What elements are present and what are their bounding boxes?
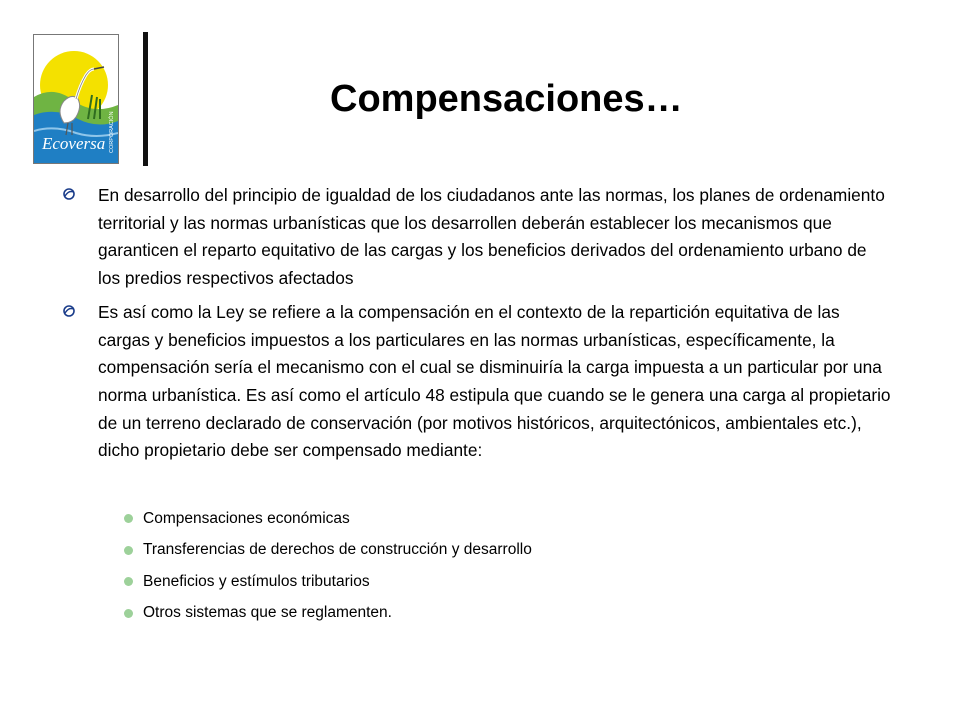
- slide-content: [62, 182, 892, 629]
- dot-bullet-icon: [124, 546, 133, 555]
- sub-bullet-item: [124, 598, 892, 630]
- bullet-text: En desarrollo del principio de igualdad de los ciudadanos ante las normas, los planes de ordenamiento territorial y las normas urbanísticas que los desarrollen deberán establecer los mecanismos que garanticen el reparto equitativo de las cargas y los beneficios derivados del ordenamiento urbano de los predios respectivos afectados: [98, 185, 885, 289]
- sub-bullet-text: Transferencias de derechos de construcción y desarrollo: [143, 541, 532, 559]
- slide-title: Compensaciones…: [330, 78, 683, 120]
- dot-bullet-icon: [124, 577, 133, 586]
- swirl-bullet-icon: [62, 299, 98, 323]
- swirl-bullet-icon: [62, 182, 98, 206]
- ecoversa-logo: [33, 34, 119, 164]
- logo-brand-small: CORPORACIÓN: [109, 111, 115, 153]
- sub-bullet-item: [124, 503, 892, 535]
- sub-bullet-item: [124, 535, 892, 567]
- dot-bullet-icon: [124, 609, 133, 618]
- dot-bullet-icon: [124, 514, 133, 523]
- logo-graphic: [34, 35, 118, 163]
- sub-bullet-text: Beneficios y estímulos tributarios: [143, 572, 370, 590]
- bullet-item-1: [62, 182, 892, 293]
- bullet-text: Es así como la Ley se refiere a la compensación en el contexto de la repartición equitativa de las cargas y beneficios impuestos a los particulares en las normas urbanísticas, específicamente, la compensación sería el mecanismo con el cual se disminuiría la carga impuesta a un particular por una norma urbanística. Es así como el artículo 48 estipula que cuando se le genera una carga al propietario de un terreno declarado de conservación (por motivos históricos, arquitectónicos, ambientales etc.), dicho propietario debe ser compensado mediante:: [98, 301, 891, 461]
- sub-bullet-text: Otros sistemas que se reglamenten.: [143, 604, 392, 622]
- title-divider: [143, 32, 148, 166]
- bullet-item-2: [62, 299, 892, 465]
- sub-bullet-item: [124, 566, 892, 598]
- sub-bullet-text: Compensaciones económicas: [143, 509, 350, 527]
- sub-bullet-list: [62, 503, 892, 629]
- logo-brand-name: Ecoversa: [42, 134, 106, 153]
